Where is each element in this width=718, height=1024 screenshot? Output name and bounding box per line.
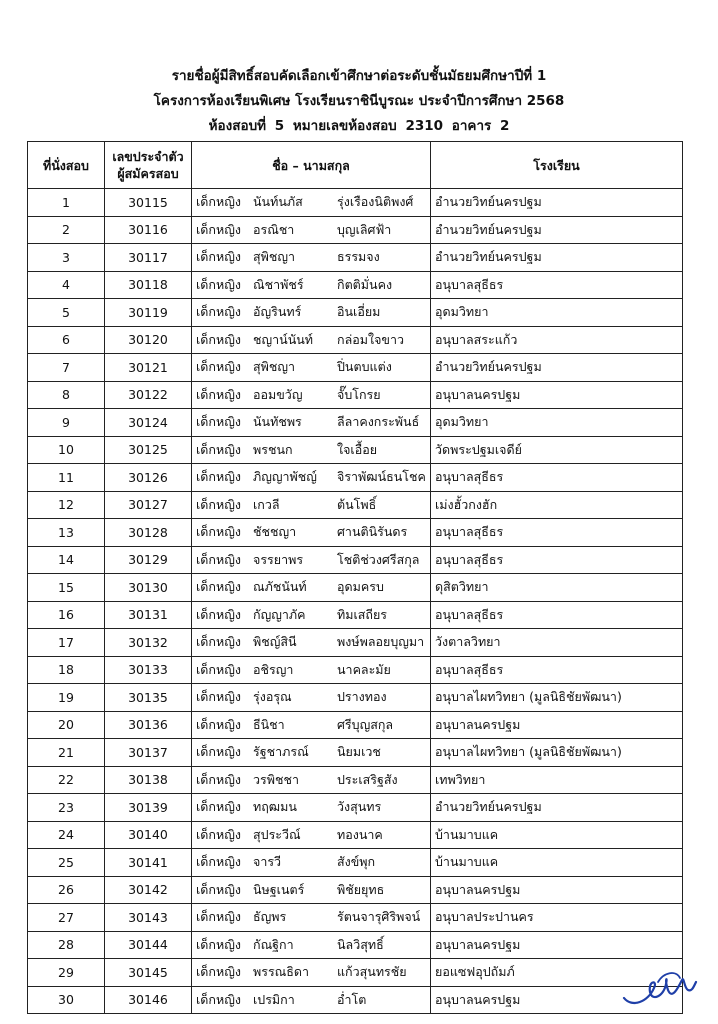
full-name	[192, 959, 431, 987]
table-row	[28, 739, 683, 767]
last-name: นาคละมัย	[337, 661, 391, 677]
school-name: ดุสิตวิทยา	[431, 574, 683, 602]
table-row	[28, 601, 683, 629]
school-name: บ้านมาบแค	[431, 849, 683, 877]
school-name: อนุบาลนครปฐม	[431, 711, 683, 739]
full-name	[192, 381, 431, 409]
last-name: จั๊บโกรย	[337, 386, 381, 402]
last-name: กล่อมใจขาว	[337, 331, 404, 347]
first-name: เกวลี	[253, 496, 280, 512]
last-name: ศรีบุญสกุล	[337, 716, 394, 732]
first-name: ชญาน์นันท์	[253, 331, 314, 347]
seat-number: 19	[28, 684, 105, 712]
application-number: 30119	[105, 299, 192, 327]
name-prefix: เด็กหญิง	[196, 606, 241, 622]
name-prefix: เด็กหญิง	[196, 991, 241, 1007]
seat-number: 5	[28, 299, 105, 327]
seat-number: 11	[28, 464, 105, 492]
name-prefix: เด็กหญิง	[196, 414, 241, 430]
last-name: ทองนาค	[337, 826, 383, 842]
application-number: 30120	[105, 326, 192, 354]
full-name	[192, 849, 431, 877]
seat-number: 14	[28, 546, 105, 574]
application-number: 30139	[105, 794, 192, 822]
full-name	[192, 299, 431, 327]
seat-number: 21	[28, 739, 105, 767]
table-row	[28, 684, 683, 712]
school-name: อนุบาลสุธีธร	[431, 546, 683, 574]
seat-number: 4	[28, 271, 105, 299]
application-number: 30126	[105, 464, 192, 492]
table-row	[28, 546, 683, 574]
first-name: วรพิชชา	[253, 771, 299, 787]
table-row	[28, 354, 683, 382]
name-prefix: เด็กหญิง	[196, 386, 241, 402]
table-row	[28, 244, 683, 272]
table-body	[28, 189, 683, 1014]
signature-mark	[618, 958, 698, 1008]
school-name: อนุบาลสุธีธร	[431, 656, 683, 684]
full-name	[192, 216, 431, 244]
school-name: อำนวยวิทย์นครปฐม	[431, 216, 683, 244]
table-row	[28, 216, 683, 244]
school-name: อนุบาลสุธีธร	[431, 601, 683, 629]
full-name	[192, 519, 431, 547]
last-name: นิยมเวช	[337, 744, 381, 760]
table-row	[28, 409, 683, 437]
application-number: 30121	[105, 354, 192, 382]
first-name: กัณฐิกา	[253, 936, 294, 952]
name-prefix: เด็กหญิง	[196, 194, 241, 210]
application-number: 30128	[105, 519, 192, 547]
name-prefix: เด็กหญิง	[196, 496, 241, 512]
seat-number: 20	[28, 711, 105, 739]
table-row	[28, 849, 683, 877]
first-name: สุประวีณ์	[253, 826, 301, 842]
full-name	[192, 766, 431, 794]
full-name	[192, 491, 431, 519]
seat-number: 8	[28, 381, 105, 409]
school-name: อำนวยวิทย์นครปฐม	[431, 794, 683, 822]
school-name: อุดมวิทยา	[431, 299, 683, 327]
school-name: อนุบาลสุธีธร	[431, 271, 683, 299]
name-prefix: เด็กหญิง	[196, 524, 241, 540]
seat-number: 1	[28, 189, 105, 217]
school-name: อนุบาลสุธีธร	[431, 464, 683, 492]
last-name: อ่ำโต	[337, 991, 367, 1007]
first-name: เปรมิกา	[253, 991, 295, 1007]
table-row	[28, 189, 683, 217]
last-name: แก้วสุนทรชัย	[337, 964, 407, 980]
application-number: 30131	[105, 601, 192, 629]
first-name: นันท์นภัส	[253, 194, 303, 210]
school-name: วัดพระปฐมเจดีย์	[431, 436, 683, 464]
name-prefix: เด็กหญิง	[196, 221, 241, 237]
first-name: ชัชชญา	[253, 524, 297, 540]
school-name: อนุบาลสุธีธร	[431, 519, 683, 547]
table-row	[28, 904, 683, 932]
first-name: ธัญพร	[253, 909, 287, 925]
name-prefix: เด็กหญิง	[196, 441, 241, 457]
document-header	[0, 64, 718, 139]
header-school: โรงเรียน	[431, 142, 683, 189]
table-row	[28, 711, 683, 739]
name-prefix: เด็กหญิง	[196, 716, 241, 732]
header-project: โครงการห้องเรียนพิเศษ โรงเรียนราชินีบูรณะ ประจำปีการศึกษา 2568	[153, 93, 565, 109]
name-prefix: เด็กหญิง	[196, 661, 241, 677]
application-number: 30144	[105, 931, 192, 959]
seat-number: 29	[28, 959, 105, 987]
table-row	[28, 271, 683, 299]
seat-number: 12	[28, 491, 105, 519]
first-name: พรชนก	[253, 441, 293, 457]
name-prefix: เด็กหญิง	[196, 331, 241, 347]
header-full-name: ชื่อ – นามสกุล	[192, 142, 431, 189]
name-prefix: เด็กหญิง	[196, 826, 241, 842]
last-name: วังสุนทร	[337, 799, 382, 815]
full-name	[192, 876, 431, 904]
first-name: กัญญาภัค	[253, 606, 306, 622]
full-name	[192, 189, 431, 217]
first-name: ณิชาพัชร์	[253, 276, 304, 292]
application-number: 30141	[105, 849, 192, 877]
last-name: กิตติมั่นคง	[337, 276, 393, 292]
application-number: 30122	[105, 381, 192, 409]
application-number: 30140	[105, 821, 192, 849]
last-name: ธรรมจง	[337, 249, 380, 265]
school-name: อนุบาลไผทวิทยา (มูลนิธิชัยพัฒนา)	[431, 739, 683, 767]
application-number: 30132	[105, 629, 192, 657]
full-name	[192, 436, 431, 464]
full-name	[192, 821, 431, 849]
full-name	[192, 574, 431, 602]
seat-number: 3	[28, 244, 105, 272]
name-prefix: เด็กหญิง	[196, 936, 241, 952]
last-name: อุดมครบ	[337, 579, 384, 595]
seat-number: 24	[28, 821, 105, 849]
table-row	[28, 381, 683, 409]
school-name: อุดมวิทยา	[431, 409, 683, 437]
first-name: รัฐชาภรณ์	[253, 744, 309, 760]
seat-number: 30	[28, 986, 105, 1014]
header-app-line2: ผู้สมัครสอบ	[117, 166, 179, 181]
full-name	[192, 711, 431, 739]
application-number: 30142	[105, 876, 192, 904]
school-name: วังตาลวิทยา	[431, 629, 683, 657]
name-prefix: เด็กหญิง	[196, 964, 241, 980]
table-row	[28, 629, 683, 657]
school-name: อนุบาลนครปฐม	[431, 876, 683, 904]
application-number: 30143	[105, 904, 192, 932]
school-name: ยอแซฟอุปถัมภ์	[431, 959, 683, 987]
seat-number: 2	[28, 216, 105, 244]
name-prefix: เด็กหญิง	[196, 551, 241, 567]
last-name: ต้นโพธิ์	[337, 496, 377, 512]
header-title: รายชื่อผู้มีสิทธิ์สอบคัดเลือกเข้าศึกษาต่อระดับชั้นมัธยมศึกษาปีที่ 1	[171, 68, 547, 84]
school-name: อำนวยวิทย์นครปฐม	[431, 244, 683, 272]
name-prefix: เด็กหญิง	[196, 276, 241, 292]
candidate-table	[27, 141, 683, 1014]
name-prefix: เด็กหญิง	[196, 909, 241, 925]
school-name: เม่งฮั้วกงฮัก	[431, 491, 683, 519]
school-name: อนุบาลนครปฐม	[431, 931, 683, 959]
header-seat: ที่นั่งสอบ	[28, 142, 105, 189]
name-prefix: เด็กหญิง	[196, 359, 241, 375]
full-name	[192, 739, 431, 767]
name-prefix: เด็กหญิง	[196, 854, 241, 870]
last-name: ทิมเสถียร	[337, 606, 387, 622]
name-prefix: เด็กหญิง	[196, 771, 241, 787]
seat-number: 18	[28, 656, 105, 684]
first-name: พิชญ์สินี	[253, 634, 297, 650]
table-row	[28, 931, 683, 959]
application-number: 30136	[105, 711, 192, 739]
seat-number: 17	[28, 629, 105, 657]
first-name: จารวี	[253, 854, 282, 870]
full-name	[192, 354, 431, 382]
table-row	[28, 766, 683, 794]
last-name: รุ่งเรืองนิติพงศ์	[337, 194, 414, 210]
application-number: 30146	[105, 986, 192, 1014]
first-name: นิษฐเนตร์	[253, 881, 305, 897]
full-name	[192, 629, 431, 657]
full-name	[192, 271, 431, 299]
first-name: อรณิชา	[253, 221, 295, 237]
seat-number: 23	[28, 794, 105, 822]
application-number: 30117	[105, 244, 192, 272]
seat-number: 6	[28, 326, 105, 354]
table-header-row	[28, 142, 683, 189]
application-number: 30133	[105, 656, 192, 684]
full-name	[192, 464, 431, 492]
last-name: สังข์พุก	[337, 854, 376, 870]
name-prefix: เด็กหญิง	[196, 881, 241, 897]
school-name: อำนวยวิทย์นครปฐม	[431, 189, 683, 217]
table-row	[28, 519, 683, 547]
first-name: สุพิชญา	[253, 359, 296, 375]
seat-number: 25	[28, 849, 105, 877]
seat-number: 9	[28, 409, 105, 437]
first-name: ณภัชนันท์	[253, 579, 307, 595]
application-number: 30137	[105, 739, 192, 767]
school-name: อนุบาลไผทวิทยา (มูลนิธิชัยพัฒนา)	[431, 684, 683, 712]
name-prefix: เด็กหญิง	[196, 634, 241, 650]
seat-number: 28	[28, 931, 105, 959]
last-name: ใจเอื้อย	[337, 441, 378, 457]
first-name: รุ่งอรุณ	[253, 689, 292, 705]
last-name: พงษ์พลอยบุญมา	[337, 634, 425, 650]
last-name: ลีลาคงกระพันธ์	[337, 414, 420, 430]
application-number: 30124	[105, 409, 192, 437]
table-row	[28, 794, 683, 822]
school-name: อนุบาลประปานคร	[431, 904, 683, 932]
first-name: ภิญญาพัชญ์	[253, 469, 317, 485]
application-number: 30145	[105, 959, 192, 987]
table-row	[28, 436, 683, 464]
table-row	[28, 821, 683, 849]
seat-number: 27	[28, 904, 105, 932]
application-number: 30116	[105, 216, 192, 244]
application-number: 30129	[105, 546, 192, 574]
first-name: อัญรินทร์	[253, 304, 302, 320]
first-name: สุพิชญา	[253, 249, 296, 265]
seat-number: 15	[28, 574, 105, 602]
full-name	[192, 409, 431, 437]
first-name: จรรยาพร	[253, 551, 304, 567]
first-name: ทฤฒมน	[253, 799, 297, 815]
seat-number: 10	[28, 436, 105, 464]
name-prefix: เด็กหญิง	[196, 799, 241, 815]
full-name	[192, 546, 431, 574]
school-name: อนุบาลนครปฐม	[431, 986, 683, 1014]
last-name: ปรางทอง	[337, 689, 387, 705]
school-name: อนุบาลสระแก้ว	[431, 326, 683, 354]
table-row	[28, 656, 683, 684]
last-name: ประเสริฐสัง	[337, 771, 398, 787]
seat-number: 7	[28, 354, 105, 382]
header-application-number	[105, 142, 192, 189]
name-prefix: เด็กหญิง	[196, 304, 241, 320]
last-name: บุญเลิศฟ้า	[337, 221, 392, 237]
last-name: โชติช่วงศรีสกุล	[337, 551, 420, 567]
application-number: 30125	[105, 436, 192, 464]
application-number: 30118	[105, 271, 192, 299]
first-name: พรรณธิดา	[253, 964, 310, 980]
first-name: อชิรญา	[253, 661, 294, 677]
last-name: นิลวิสุทธิ์	[337, 936, 384, 952]
school-name: บ้านมาบแค	[431, 821, 683, 849]
application-number: 30127	[105, 491, 192, 519]
full-name	[192, 326, 431, 354]
application-number: 30115	[105, 189, 192, 217]
first-name: ออมขวัญ	[253, 386, 303, 402]
last-name: รัตนจารุศิริพจน์	[337, 909, 421, 925]
name-prefix: เด็กหญิง	[196, 579, 241, 595]
table-row	[28, 986, 683, 1014]
table-row	[28, 876, 683, 904]
table-row	[28, 326, 683, 354]
full-name	[192, 986, 431, 1014]
full-name	[192, 684, 431, 712]
name-prefix: เด็กหญิง	[196, 469, 241, 485]
full-name	[192, 656, 431, 684]
full-name	[192, 244, 431, 272]
school-name: เทพวิทยา	[431, 766, 683, 794]
last-name: ศานตินิรันดร	[337, 524, 408, 540]
table-row	[28, 574, 683, 602]
header-room-info: ห้องสอบที่ 5 หมายเลขห้องสอบ 2310 อาคาร 2	[208, 118, 510, 134]
last-name: จิราพัฒน์ธนโชค	[337, 469, 426, 485]
name-prefix: เด็กหญิง	[196, 744, 241, 760]
application-number: 30135	[105, 684, 192, 712]
table-row	[28, 464, 683, 492]
full-name	[192, 904, 431, 932]
first-name: ธีนิชา	[253, 716, 285, 732]
application-number: 30130	[105, 574, 192, 602]
last-name: ปิ่นตบแต่ง	[337, 359, 392, 375]
last-name: พิชัยยุทธ	[337, 881, 385, 897]
table-row	[28, 959, 683, 987]
name-prefix: เด็กหญิง	[196, 689, 241, 705]
table-row	[28, 299, 683, 327]
table-row	[28, 491, 683, 519]
last-name: อินเอี่ยม	[337, 304, 381, 320]
seat-number: 26	[28, 876, 105, 904]
full-name	[192, 794, 431, 822]
header-app-line1: เลขประจำตัว	[112, 149, 184, 164]
full-name	[192, 931, 431, 959]
seat-number: 22	[28, 766, 105, 794]
seat-number: 16	[28, 601, 105, 629]
first-name: นันทัชพร	[253, 414, 302, 430]
full-name	[192, 601, 431, 629]
school-name: อำนวยวิทย์นครปฐม	[431, 354, 683, 382]
name-prefix: เด็กหญิง	[196, 249, 241, 265]
seat-number: 13	[28, 519, 105, 547]
application-number: 30138	[105, 766, 192, 794]
school-name: อนุบาลนครปฐม	[431, 381, 683, 409]
